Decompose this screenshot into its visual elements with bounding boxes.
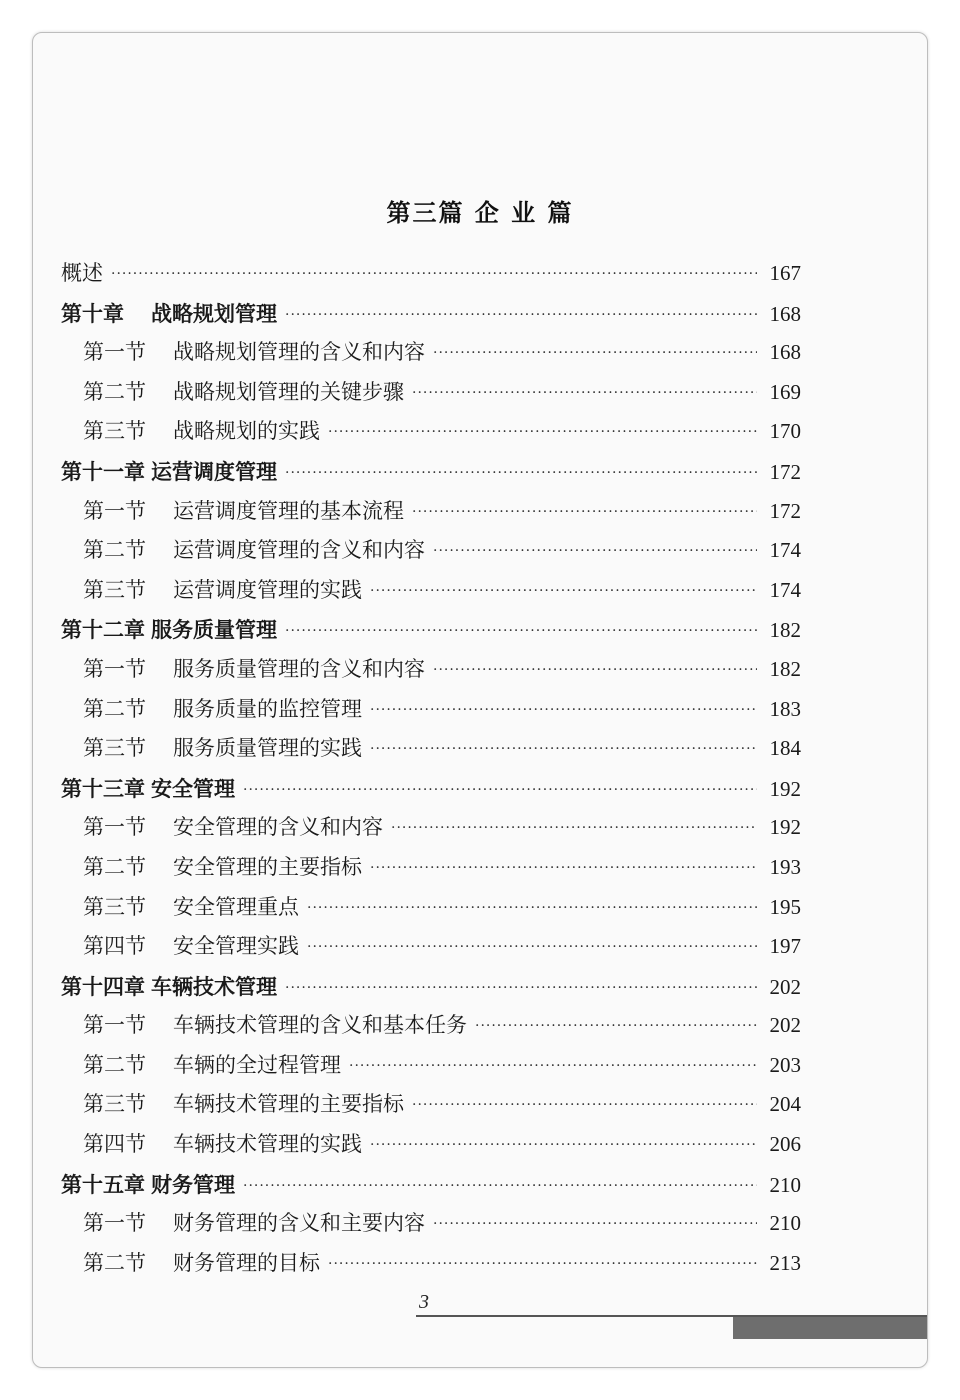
toc-entry-page: 192 — [769, 815, 801, 840]
toc-entry-page: 182 — [769, 618, 801, 643]
toc-entry-page: 203 — [769, 1052, 801, 1077]
toc-section-entry — [61, 1204, 801, 1244]
toc-entry-number: 第二节 — [83, 1250, 146, 1275]
toc-entry-number: 第一节 — [83, 1211, 146, 1236]
toc-entry-title: 财务管理的含义和主要内容 — [173, 1211, 425, 1236]
toc-entry-page: 182 — [769, 656, 801, 681]
toc-entry-title: 安全管理的含义和内容 — [173, 815, 383, 840]
toc-chapter-entry — [61, 294, 801, 334]
toc-entry-number: 第三节 — [83, 894, 146, 919]
toc-entry-title: 车辆技术管理 — [151, 973, 277, 999]
toc-section-entry — [61, 373, 801, 413]
toc-entry-page: 202 — [769, 974, 801, 999]
toc-entry-title: 财务管理的目标 — [173, 1250, 320, 1275]
toc-dot-leader — [370, 691, 757, 731]
toc-dot-leader — [285, 296, 757, 336]
page-title: 第三篇 企 业 篇 — [386, 198, 574, 227]
toc-section-entry — [61, 333, 801, 373]
toc-entry-page: 169 — [769, 379, 801, 404]
toc-entry-title: 安全管理实践 — [173, 934, 299, 959]
toc-dot-leader — [433, 651, 757, 691]
toc-entry-title: 财务管理 — [151, 1171, 235, 1197]
toc-dot-leader — [285, 612, 757, 652]
toc-dot-leader — [307, 928, 757, 968]
toc-entry-page: 213 — [769, 1250, 801, 1275]
toc-dot-leader — [307, 889, 757, 929]
toc-entry-page: 170 — [769, 419, 801, 444]
toc-entry-title: 运营调度管理的实践 — [173, 577, 362, 602]
toc-entry-page: 183 — [769, 696, 801, 721]
toc-entry-number: 第三节 — [83, 736, 146, 761]
toc-section-entry — [61, 888, 801, 928]
toc-entry-title: 车辆技术管理的实践 — [173, 1132, 362, 1157]
toc-section-entry — [61, 690, 801, 730]
toc-section-entry — [61, 1244, 801, 1284]
toc-entry-number: 第十三章 — [61, 775, 145, 801]
toc-entry-number: 第三节 — [83, 419, 146, 444]
toc-section-entry — [61, 412, 801, 452]
toc-entry-page: 192 — [769, 776, 801, 801]
toc-section-entry — [61, 1006, 801, 1046]
page-number: 3 — [419, 1291, 429, 1313]
toc-section-entry — [61, 808, 801, 848]
toc-dot-leader — [412, 493, 757, 533]
toc-entry-page: 202 — [769, 1013, 801, 1038]
toc-entry-number: 第三节 — [83, 1092, 146, 1117]
toc-section-entry — [61, 1046, 801, 1086]
toc-entry-title: 服务质量的监控管理 — [173, 696, 362, 721]
toc-entry-title: 概述 — [61, 261, 103, 285]
toc-entry-number: 第十四章 — [61, 973, 145, 999]
toc-entry-page: 195 — [769, 894, 801, 919]
toc-dot-leader — [328, 1245, 757, 1285]
toc-entry-number: 第一节 — [83, 498, 146, 523]
toc-entry-number: 第三节 — [83, 577, 146, 602]
toc-entry-title: 战略规划的实践 — [173, 419, 320, 444]
toc-entry-number: 第二节 — [83, 1052, 146, 1077]
toc-entry-title: 安全管理的主要指标 — [173, 854, 362, 879]
toc-dot-leader — [475, 1007, 757, 1047]
toc-entry-title: 车辆技术管理的含义和基本任务 — [173, 1013, 467, 1038]
toc-section-entry — [61, 848, 801, 888]
toc-dot-leader — [285, 969, 757, 1009]
toc-dot-leader — [412, 1086, 757, 1126]
toc-entry-page: 197 — [769, 934, 801, 959]
toc-entry-number: 第二节 — [83, 538, 146, 563]
toc-dot-leader — [111, 255, 757, 295]
toc-entry-page: 174 — [769, 538, 801, 563]
toc-entry-title: 服务质量管理的含义和内容 — [173, 656, 425, 681]
toc-dot-leader — [433, 334, 757, 374]
toc-dot-leader — [243, 771, 757, 811]
toc-entry-number: 第十章 — [61, 300, 124, 326]
toc-entry-page: 172 — [769, 498, 801, 523]
toc-entry-number: 第十五章 — [61, 1171, 145, 1197]
toc-chapter-entry — [61, 1165, 801, 1205]
toc-entry-title: 服务质量管理的实践 — [173, 736, 362, 761]
toc-chapter-entry — [61, 769, 801, 809]
toc-entry-page: 167 — [769, 261, 801, 285]
toc-section-entry — [61, 1125, 801, 1165]
toc-entry-page: 210 — [769, 1211, 801, 1236]
toc-entry-title: 安全管理 — [151, 775, 235, 801]
toc-entry-page: 168 — [769, 340, 801, 365]
toc-section-entry — [61, 492, 801, 532]
toc-entry-page: 204 — [769, 1092, 801, 1117]
toc-entry-title: 战略规划管理的含义和内容 — [173, 340, 425, 365]
toc-dot-leader — [412, 374, 757, 414]
toc-entry-number: 第十二章 — [61, 617, 145, 643]
toc-entry-title: 战略规划管理的关键步骤 — [173, 379, 404, 404]
toc-dot-leader — [349, 1047, 757, 1087]
toc-section-entry — [61, 927, 801, 967]
toc-dot-leader — [370, 849, 757, 889]
toc-entry-page: 174 — [769, 577, 801, 602]
toc-dot-leader — [370, 572, 757, 612]
toc-entry-number: 第一节 — [83, 815, 146, 840]
toc-entry-number: 第二节 — [83, 854, 146, 879]
toc-chapter-entry — [61, 610, 801, 650]
toc-section-entry — [61, 729, 801, 769]
toc-entry-title: 运营调度管理 — [151, 458, 277, 484]
toc-entry-title: 安全管理重点 — [173, 894, 299, 919]
toc-entry-page: 172 — [769, 459, 801, 484]
book-page — [32, 32, 928, 1368]
toc-dot-leader — [370, 730, 757, 770]
toc-entry-number: 第一节 — [83, 340, 146, 365]
toc-entry-page: 206 — [769, 1132, 801, 1157]
toc-dot-leader — [328, 413, 757, 453]
toc-entry-number: 第四节 — [83, 934, 146, 959]
toc-entry-title: 车辆技术管理的主要指标 — [173, 1092, 404, 1117]
toc-dot-leader — [433, 532, 757, 572]
toc-section-entry — [61, 531, 801, 571]
toc-dot-leader — [370, 1126, 757, 1166]
toc-entry-number: 第二节 — [83, 379, 146, 404]
toc-section-entry — [61, 571, 801, 611]
toc-section-entry — [61, 1085, 801, 1125]
toc-entry-title: 服务质量管理 — [151, 617, 277, 643]
toc-chapter-entry — [61, 452, 801, 492]
toc-entry-number: 第一节 — [83, 656, 146, 681]
footer-bar — [733, 1317, 927, 1339]
toc-entry-number: 第二节 — [83, 696, 146, 721]
toc-dot-leader — [243, 1167, 757, 1207]
toc-entry-title: 运营调度管理的基本流程 — [173, 498, 404, 523]
toc-entry-number: 第十一章 — [61, 458, 145, 484]
toc-entry-page: 168 — [769, 301, 801, 326]
toc-entry-title: 战略规划管理 — [151, 300, 277, 326]
toc-dot-leader — [433, 1205, 757, 1245]
toc-entry-number: 第四节 — [83, 1132, 146, 1157]
toc-section-entry — [61, 650, 801, 690]
toc-entry-page: 184 — [769, 736, 801, 761]
toc-overview-entry — [61, 254, 801, 294]
toc-dot-leader — [285, 454, 757, 494]
toc-entry-title: 运营调度管理的含义和内容 — [173, 538, 425, 563]
toc-entry-page: 210 — [769, 1172, 801, 1197]
toc-entry-number: 第一节 — [83, 1013, 146, 1038]
toc-chapter-entry — [61, 967, 801, 1007]
toc-dot-leader — [391, 809, 757, 849]
table-of-contents — [61, 254, 801, 1283]
toc-entry-title: 车辆的全过程管理 — [173, 1052, 341, 1077]
toc-entry-page: 193 — [769, 854, 801, 879]
